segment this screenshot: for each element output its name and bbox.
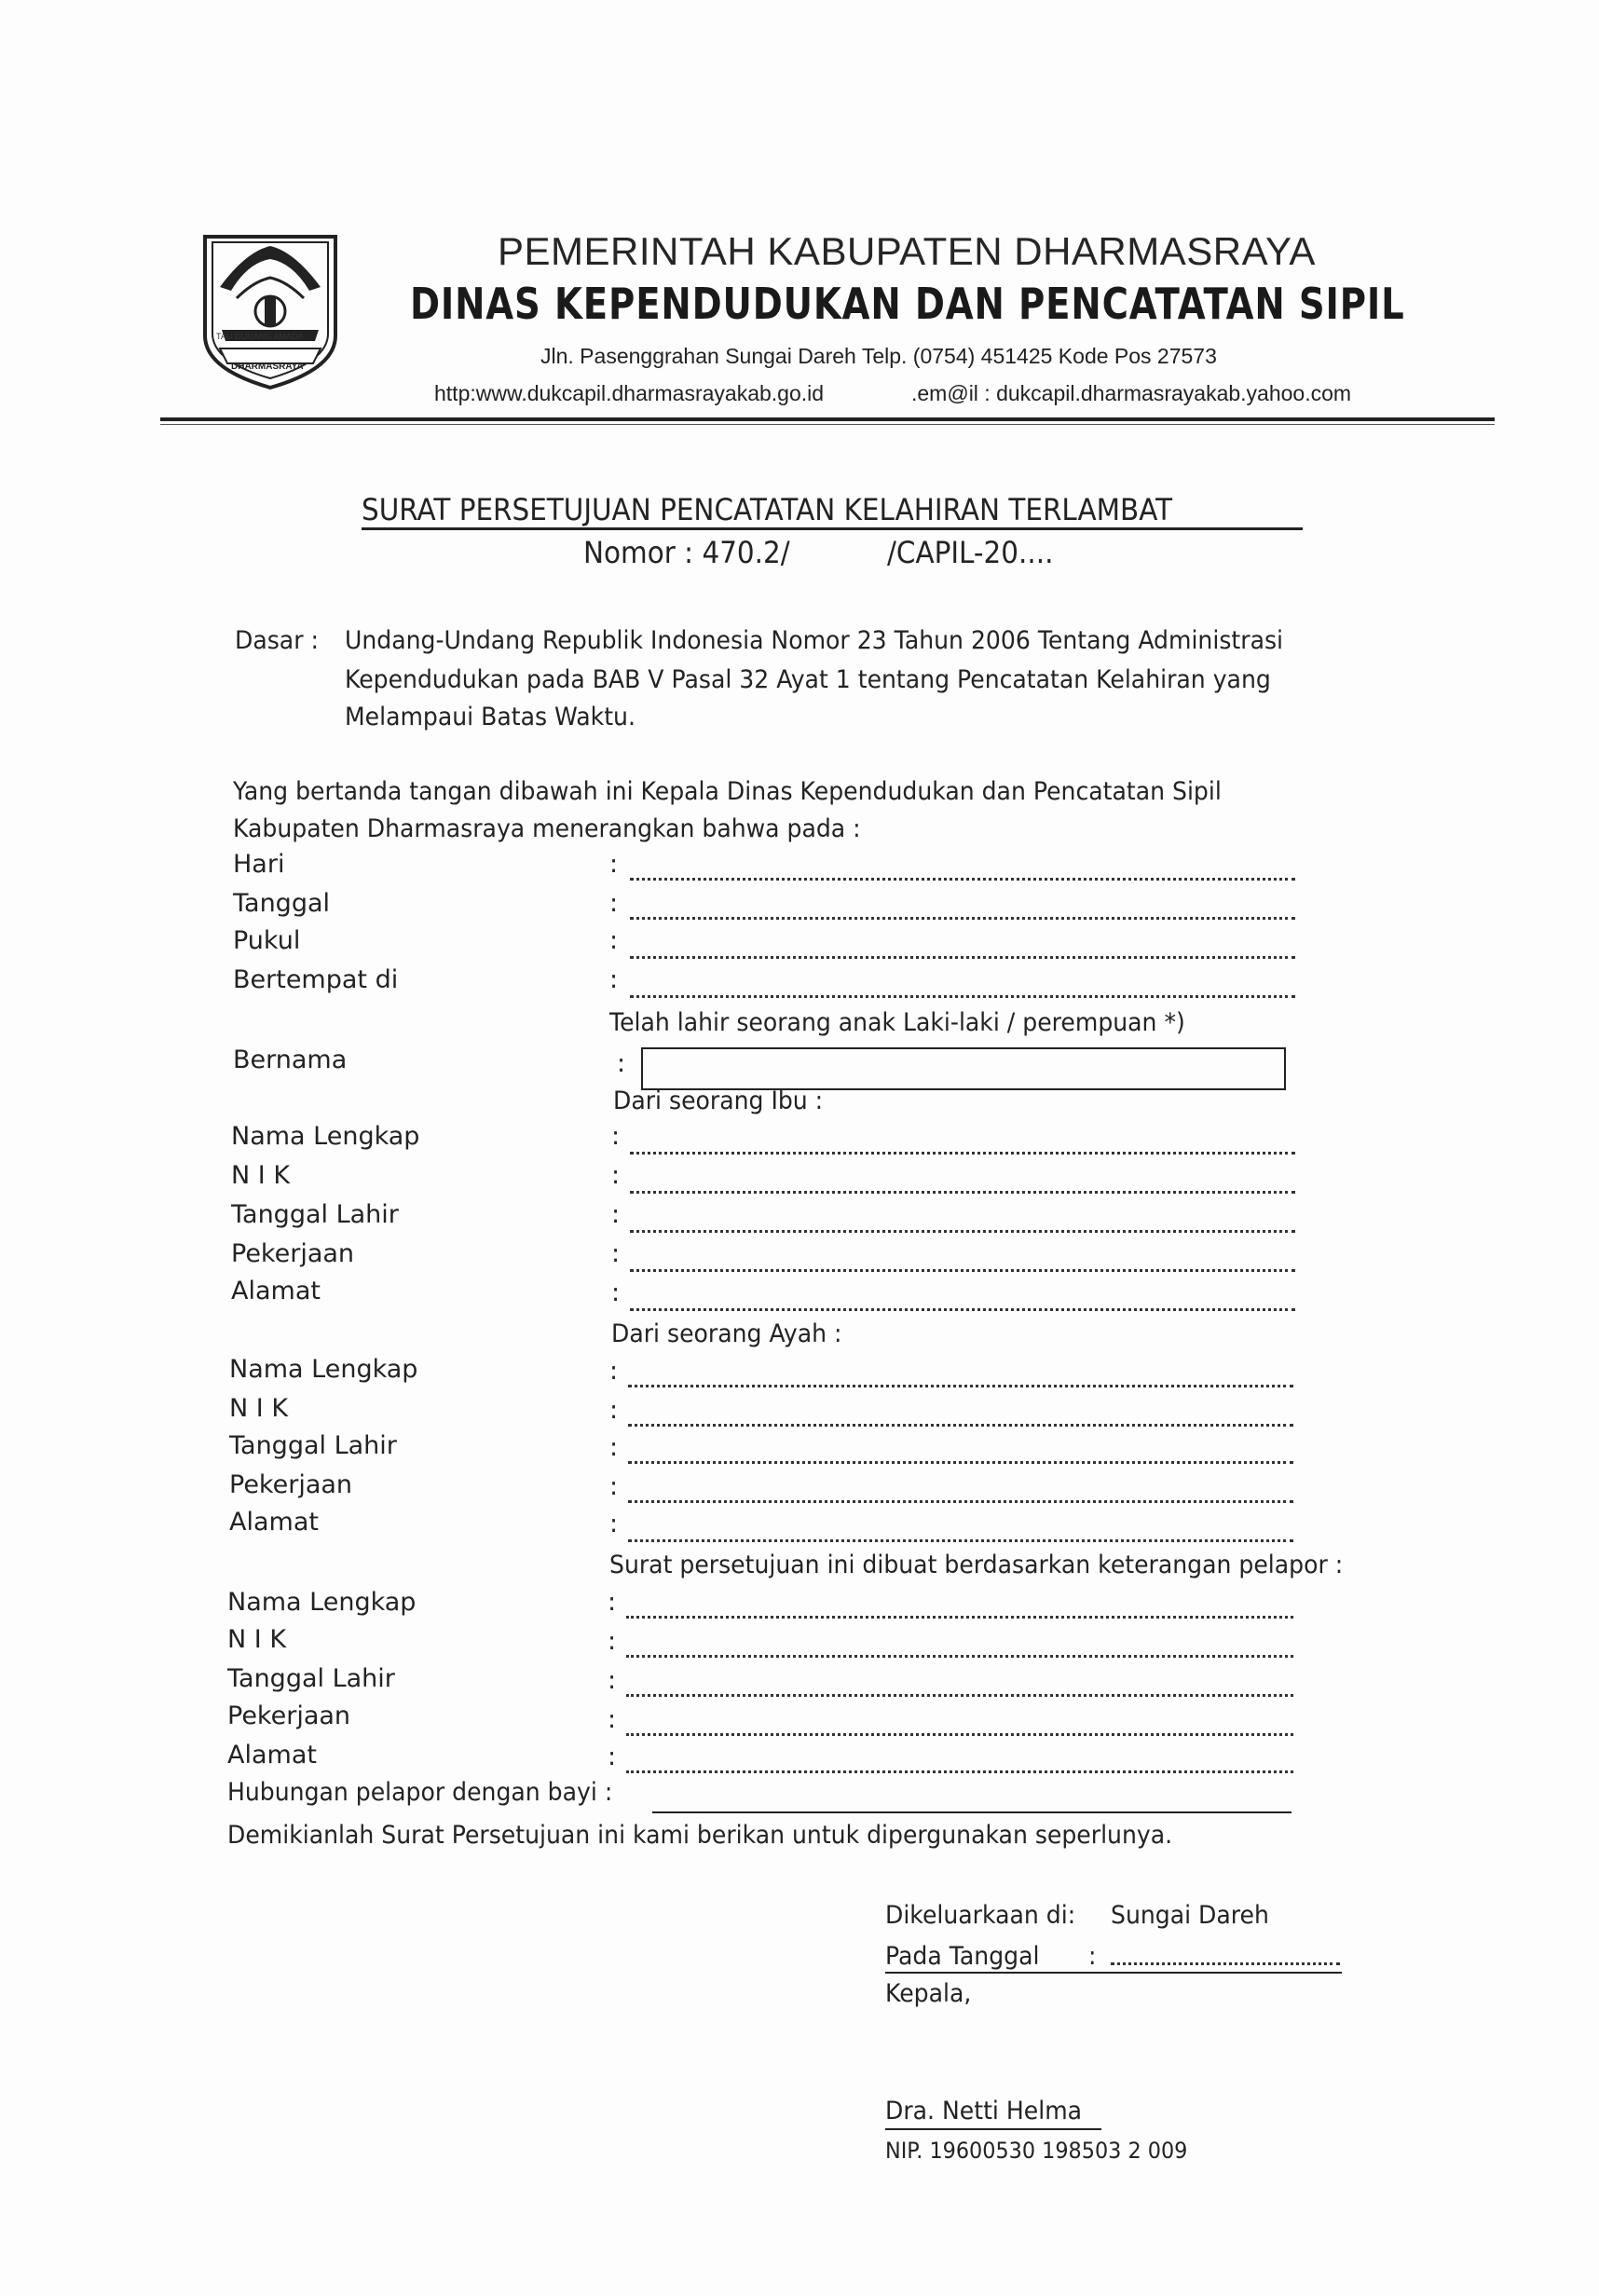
issued-place-value: Sungai Dareh	[1111, 1901, 1269, 1930]
mother-nik-colon: :	[611, 1161, 621, 1190]
bernama-label: Bernama	[233, 1046, 348, 1074]
reporter-nama-colon: :	[608, 1588, 617, 1617]
father-pekerjaan-label: Pekerjaan	[229, 1470, 353, 1499]
mother-pekerjaan-colon: :	[611, 1239, 621, 1268]
logo-name-text: DHARMASRAYA	[231, 362, 304, 372]
mother-alamat-field[interactable]	[630, 1308, 1295, 1311]
hubungan-label: Hubungan pelapor dengan bayi :	[227, 1778, 613, 1807]
tanggal-label: Tanggal	[233, 889, 331, 918]
mother-tgl-lahir-colon: :	[611, 1200, 621, 1229]
office-address: Jln. Pasenggrahan Sungai Dareh Telp. (0754) 451425 Kode Pos 27573	[540, 344, 1217, 368]
document-number-suffix: /CAPIL-20....	[887, 535, 1054, 570]
mother-nama-label: Nama Lengkap	[231, 1122, 420, 1151]
reporter-nik-label: N I K	[227, 1625, 287, 1654]
reporter-tgl-lahir-colon: :	[608, 1666, 617, 1695]
signer-nip: NIP. 19600530 198503 2 009	[885, 2138, 1188, 2164]
reporter-nik-field[interactable]	[626, 1655, 1293, 1658]
father-nik-field[interactable]	[628, 1424, 1293, 1427]
bertempat-label: Bertempat di	[233, 965, 399, 994]
father-heading: Dari seorang Ayah :	[611, 1319, 842, 1348]
hari-label: Hari	[233, 850, 285, 879]
reporter-pekerjaan-label: Pekerjaan	[227, 1702, 351, 1730]
document-number-prefix: Nomor : 470.2/	[583, 535, 790, 570]
mother-nama-colon: :	[611, 1122, 621, 1151]
father-nama-colon: :	[609, 1357, 619, 1386]
title-underline	[362, 527, 1303, 530]
mother-pekerjaan-field[interactable]	[630, 1269, 1295, 1272]
father-pekerjaan-field[interactable]	[628, 1500, 1293, 1503]
intro-line-1: Yang bertanda tangan dibawah ini Kepala Dinas Kependudukan dan Pencatatan Sipil	[233, 777, 1222, 806]
bernama-colon: :	[617, 1049, 626, 1078]
reporter-tgl-lahir-field[interactable]	[626, 1694, 1293, 1697]
signer-name-underline	[885, 2128, 1101, 2130]
reporter-alamat-colon: :	[608, 1742, 617, 1771]
government-name-heading: PEMERINTAH KABUPATEN DHARMASRAYA	[498, 229, 1316, 273]
issued-date-field[interactable]	[1111, 1962, 1340, 1965]
hubungan-field[interactable]	[652, 1811, 1292, 1813]
issued-date-label: Pada Tanggal	[885, 1942, 1040, 1971]
bertempat-colon: :	[609, 965, 619, 994]
closing-statement: Demikianlah Surat Persetujuan ini kami berikan untuk dipergunakan seperlunya.	[227, 1821, 1173, 1850]
issued-date-colon: :	[1088, 1942, 1097, 1971]
pukul-label: Pukul	[233, 926, 301, 955]
reporter-nama-label: Nama Lengkap	[227, 1588, 417, 1617]
office-website: http:www.dukcapil.dharmasrayakab.go.id	[434, 381, 825, 405]
mother-heading: Dari seorang Ibu :	[613, 1086, 824, 1115]
mother-tgl-lahir-field[interactable]	[630, 1230, 1295, 1233]
father-alamat-colon: :	[609, 1510, 619, 1538]
office-name-heading: DINAS KEPENDUDUKAN DAN PENCATATAN SIPIL	[410, 279, 1405, 329]
father-nik-label: N I K	[229, 1394, 289, 1423]
reporter-alamat-field[interactable]	[626, 1770, 1293, 1773]
bertempat-field[interactable]	[630, 995, 1295, 998]
pukul-colon: :	[609, 926, 619, 955]
father-pekerjaan-colon: :	[609, 1472, 619, 1501]
letterhead-divider-thin	[160, 424, 1495, 425]
father-alamat-field[interactable]	[628, 1539, 1293, 1542]
pukul-field[interactable]	[630, 956, 1295, 959]
father-alamat-label: Alamat	[229, 1508, 319, 1537]
dasar-label: Dasar :	[235, 626, 319, 655]
reporter-heading: Surat persetujuan ini dibuat berdasarkan keterangan pelapor :	[609, 1551, 1344, 1579]
birth-gender-text: Telah lahir seorang anak Laki-laki / perempuan *)	[609, 1008, 1185, 1037]
intro-line-2: Kabupaten Dharmasraya menerangkan bahwa pada :	[233, 814, 861, 843]
reporter-pekerjaan-colon: :	[608, 1705, 617, 1734]
mother-nama-field[interactable]	[630, 1152, 1295, 1155]
father-tgl-lahir-label: Tanggal Lahir	[229, 1431, 397, 1460]
mother-alamat-label: Alamat	[231, 1277, 321, 1305]
reporter-alamat-label: Alamat	[227, 1741, 317, 1770]
reporter-nama-field[interactable]	[626, 1616, 1293, 1619]
father-tgl-lahir-field[interactable]	[628, 1461, 1293, 1464]
tanggal-field[interactable]	[630, 917, 1295, 920]
signer-name: Dra. Netti Helma	[885, 2097, 1083, 2125]
dasar-line-3: Melampaui Batas Waktu.	[345, 703, 636, 731]
mother-nik-field[interactable]	[630, 1191, 1295, 1194]
signer-role: Kepala,	[885, 1979, 972, 2008]
hari-colon: :	[609, 850, 619, 879]
father-nik-colon: :	[609, 1396, 619, 1425]
issued-place-label: Dikeluarkaan di:	[885, 1901, 1076, 1930]
father-nama-label: Nama Lengkap	[229, 1355, 418, 1384]
mother-tgl-lahir-label: Tanggal Lahir	[231, 1200, 399, 1229]
dasar-line-2: Kependudukan pada BAB V Pasal 32 Ayat 1 tentang Pencatatan Kelahiran yang	[345, 665, 1271, 694]
father-tgl-lahir-colon: :	[609, 1433, 619, 1462]
mother-nik-label: N I K	[231, 1161, 291, 1190]
reporter-pekerjaan-field[interactable]	[626, 1733, 1293, 1736]
mother-pekerjaan-label: Pekerjaan	[231, 1239, 355, 1268]
office-email: .em@il : dukcapil.dharmasrayakab.yahoo.com	[911, 381, 1352, 405]
letterhead-divider	[160, 417, 1495, 421]
hari-field[interactable]	[630, 878, 1295, 881]
father-nama-field[interactable]	[628, 1385, 1293, 1387]
mother-alamat-colon: :	[611, 1278, 621, 1307]
tanggal-colon: :	[609, 889, 619, 918]
reporter-nik-colon: :	[608, 1627, 617, 1656]
document-title: SURAT PERSETUJUAN PENCATATAN KELAHIRAN TERLAMBAT	[362, 492, 1173, 527]
child-name-input-box[interactable]	[641, 1047, 1286, 1090]
dasar-line-1: Undang-Undang Republik Indonesia Nomor 23 Tahun 2006 Tentang Administrasi	[345, 626, 1284, 655]
logo-motto-text: TAU DIJUANG AMADA	[216, 332, 304, 341]
reporter-tgl-lahir-label: Tanggal Lahir	[227, 1664, 395, 1693]
issued-date-underline	[885, 1972, 1342, 1974]
